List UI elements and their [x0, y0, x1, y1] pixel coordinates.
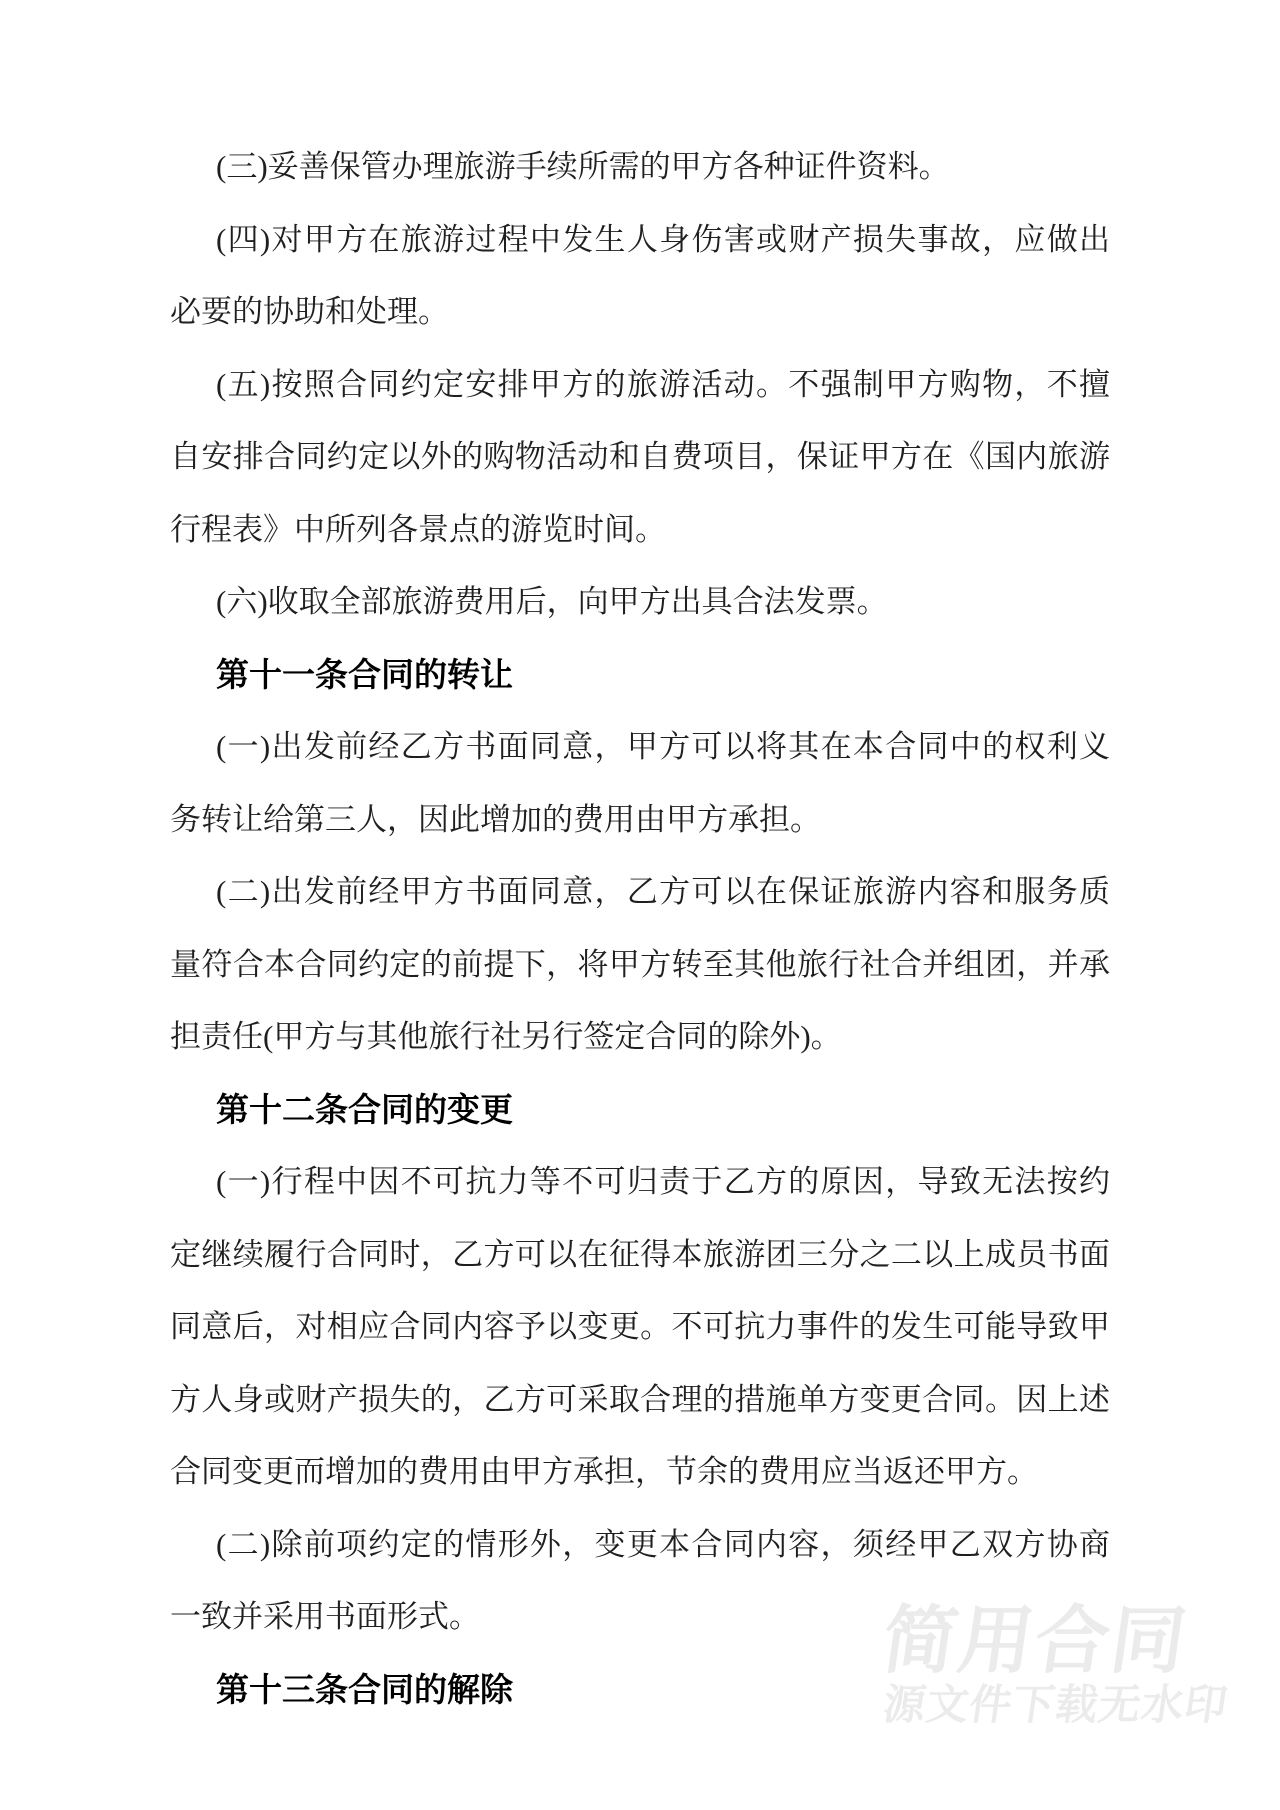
document-line: 定继续履行合同时，乙方可以在征得本旅游团三分之二以上成员书面: [170, 1236, 1110, 1272]
watermark-subtitle: 源文件下载无水印: [880, 1681, 1231, 1728]
document-line: (四)对甲方在旅游过程中发生人身伤害或财产损失事故，应做出: [216, 221, 1110, 257]
paragraph: [170, 711, 1110, 856]
paragraph: [170, 131, 1110, 204]
document-line: 量符合本合同约定的前提下，将甲方转至其他旅行社合并组团，并承: [170, 946, 1110, 982]
document-line: 担责任(甲方与其他旅行社另行签定合同的除外)。: [170, 1019, 842, 1054]
document-line: 第十二条合同的变更: [216, 1090, 513, 1128]
document-line: 一致并采用书面形式。: [170, 1599, 480, 1634]
document-line: (六)收取全部旅游费用后，向甲方出具合法发票。: [216, 584, 888, 619]
document-line: 合同变更而增加的费用由甲方承担，节余的费用应当返还甲方。: [170, 1454, 1038, 1489]
watermark-title: 简用合同: [877, 1599, 1194, 1682]
paragraph: [170, 566, 1110, 639]
document-line: 必要的协助和处理。: [170, 294, 449, 329]
section-heading: [170, 639, 1110, 712]
document-line: (二)除前项约定的情形外，变更本合同内容，须经甲乙双方协商: [216, 1526, 1110, 1562]
contract-body: [170, 131, 1110, 1726]
document-line: 自安排合同约定以外的购物活动和自费项目，保证甲方在《国内旅游: [170, 439, 1110, 474]
paragraph: [170, 1146, 1110, 1509]
paragraph: [170, 204, 1110, 349]
paragraph: [170, 349, 1110, 567]
document-line: 务转让给第三人，因此增加的费用由甲方承担。: [170, 801, 821, 837]
section-heading: [170, 1074, 1110, 1147]
document-line: 行程表》中所列各景点的游览时间。: [170, 511, 666, 547]
document-line: 第十三条合同的解除: [216, 1670, 513, 1708]
document-line: 第十一条合同的转让: [216, 655, 513, 693]
document-line: 方人身或财产损失的，乙方可采取合理的措施单方变更合同。因上述: [170, 1381, 1110, 1417]
document-line: (一)出发前经乙方书面同意，甲方可以将其在本合同中的权利义: [216, 729, 1110, 764]
document-line: (五)按照合同约定安排甲方的旅游活动。不强制甲方购物，不擅: [216, 366, 1110, 402]
document-line: (三)妥善保管办理旅游手续所需的甲方各种证件资料。: [216, 149, 950, 184]
document-line: (二)出发前经甲方书面同意，乙方可以在保证旅游内容和服务质: [216, 874, 1110, 909]
document-line: (一)行程中因不可抗力等不可归责于乙方的原因，导致无法按约: [216, 1164, 1110, 1199]
paragraph: [170, 856, 1110, 1074]
document-line: 同意后，对相应合同内容予以变更。不可抗力事件的发生可能导致甲: [170, 1309, 1110, 1344]
